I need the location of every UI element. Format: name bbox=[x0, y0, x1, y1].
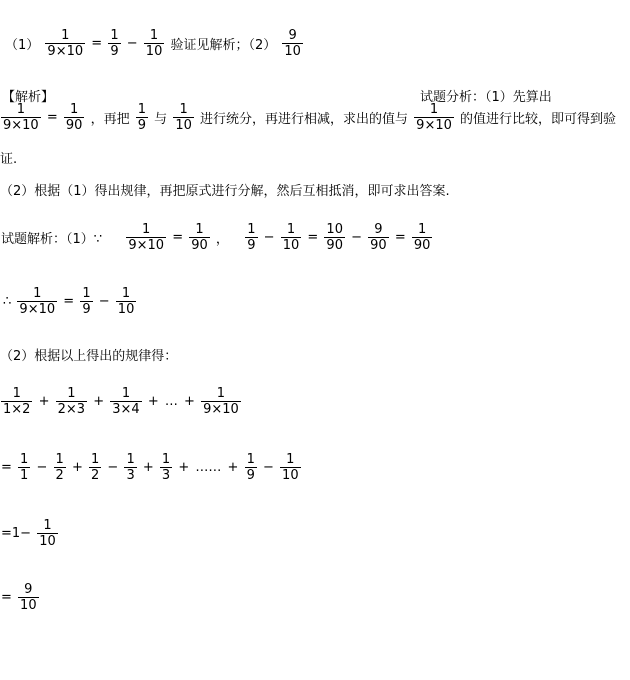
plus-sign: + bbox=[71, 460, 83, 475]
answer-part2-fraction: $\frac{9}{10}$ bbox=[284, 28, 301, 59]
equals-sign: = bbox=[172, 230, 184, 245]
analysis-text: 进行统分，再进行相减，求出的值与 bbox=[200, 112, 409, 127]
plus-sign: + bbox=[227, 460, 239, 475]
equals-sign: = bbox=[394, 230, 406, 245]
analysis-text: 的值进行比较，即可得到验 bbox=[460, 112, 617, 127]
expansion-line bbox=[0, 452, 302, 483]
ellipsis: …… bbox=[195, 460, 222, 475]
analysis-text: ，再把 bbox=[90, 112, 130, 127]
fraction: $\frac{1}{9\times 10}$ bbox=[416, 102, 452, 133]
equals-sign: = bbox=[91, 36, 103, 51]
fraction: $\frac{1}{9}$ bbox=[137, 102, 147, 133]
plus-sign: + bbox=[147, 394, 159, 409]
analysis-line-3: 证. bbox=[0, 152, 18, 167]
fraction: $\frac{1}{2}$ bbox=[90, 452, 100, 483]
result-prefix: =1− bbox=[1, 526, 32, 541]
fraction: $\frac{1}{9\times 10}$ bbox=[47, 28, 84, 59]
analysis-intro: 试题分析：（1）先算出 bbox=[420, 90, 552, 105]
sum-line bbox=[0, 386, 242, 417]
plus-sign: + bbox=[142, 460, 154, 475]
minus-sign: − bbox=[263, 460, 274, 475]
answer-text: 验证见解析；（2） bbox=[170, 38, 277, 53]
fraction: $\frac{1}{1}$ bbox=[20, 452, 29, 483]
plus-sign: + bbox=[93, 394, 105, 409]
fraction: $\frac{1}{1\times 2}$ bbox=[3, 386, 31, 417]
equals-sign: = bbox=[1, 590, 12, 605]
fraction: $\frac{1}{3\times 4}$ bbox=[112, 386, 140, 417]
equals-sign: = bbox=[63, 294, 75, 309]
fraction: $\frac{1}{2\times 3}$ bbox=[57, 386, 86, 417]
analysis-line-4: （2）根据（1）得出规律，再把原式进行分解，然后互相抵消，即可求出答案. bbox=[0, 184, 450, 199]
part2-label: （2）根据以上得出的规律得： bbox=[0, 349, 178, 364]
fraction: $\frac{1}{9}$ bbox=[82, 286, 91, 317]
minus-sign: − bbox=[36, 460, 48, 475]
equals-sign: = bbox=[307, 230, 319, 245]
fraction: $\frac{1}{3}$ bbox=[126, 452, 135, 483]
fraction: $\frac{1}{90}$ bbox=[65, 102, 83, 133]
minus-sign: − bbox=[126, 36, 138, 51]
analysis-line-2 bbox=[0, 102, 617, 133]
therefore-symbol: ∴ bbox=[3, 294, 12, 309]
fraction: $\frac{1}{10}$ bbox=[282, 452, 299, 483]
fraction: $\frac{1}{9\times 10}$ bbox=[19, 286, 56, 317]
minus-sign: − bbox=[107, 460, 119, 475]
plus-sign: + bbox=[178, 460, 190, 475]
minus-sign: − bbox=[263, 230, 275, 245]
analysis-header: 【解析】 bbox=[2, 90, 55, 105]
answer-line bbox=[4, 28, 304, 59]
fraction: $\frac{1}{10}$ bbox=[117, 286, 135, 317]
plus-sign: + bbox=[184, 394, 195, 409]
result-line-1 bbox=[0, 518, 59, 549]
fraction: $\frac{1}{90}$ bbox=[191, 222, 208, 253]
solution-label: 试题解析：（1）∵ bbox=[1, 232, 103, 247]
fraction: $\frac{1}{90}$ bbox=[413, 222, 431, 253]
fraction: $\frac{1}{2}$ bbox=[55, 452, 64, 483]
fraction: $\frac{1}{10}$ bbox=[145, 28, 163, 59]
fraction: $\frac{10}{90}$ bbox=[326, 222, 343, 253]
therefore-line bbox=[2, 286, 137, 317]
fraction: $\frac{1}{9\times 10}$ bbox=[128, 222, 165, 253]
fraction: $\frac{1}{10}$ bbox=[175, 102, 192, 133]
ellipsis: … bbox=[164, 394, 178, 409]
fraction: $\frac{1}{9}$ bbox=[246, 452, 255, 483]
fraction: $\frac{1}{9}$ bbox=[110, 28, 119, 59]
fraction: $\frac{1}{9\times 10}$ bbox=[3, 102, 39, 133]
minus-sign: − bbox=[351, 230, 363, 245]
fraction: $\frac{9}{90}$ bbox=[370, 222, 387, 253]
solution-line-1 bbox=[0, 222, 433, 253]
fraction: $\frac{1}{9\times 10}$ bbox=[203, 386, 239, 417]
plus-sign: + bbox=[38, 394, 50, 409]
fraction: $\frac{1}{10}$ bbox=[39, 518, 56, 549]
fraction: $\frac{1}{9}$ bbox=[247, 222, 256, 253]
minus-sign: − bbox=[98, 294, 110, 309]
answer-part1-label: （1） bbox=[5, 38, 40, 53]
fraction: $\frac{1}{3}$ bbox=[161, 452, 171, 483]
analysis-text: 与 bbox=[154, 112, 168, 127]
comma: ， bbox=[215, 232, 229, 247]
equals-sign: = bbox=[1, 460, 12, 475]
result-line-2 bbox=[0, 582, 40, 613]
final-fraction: $\frac{9}{10}$ bbox=[20, 582, 37, 613]
equals-sign: = bbox=[46, 110, 58, 125]
fraction: $\frac{1}{10}$ bbox=[282, 222, 300, 253]
